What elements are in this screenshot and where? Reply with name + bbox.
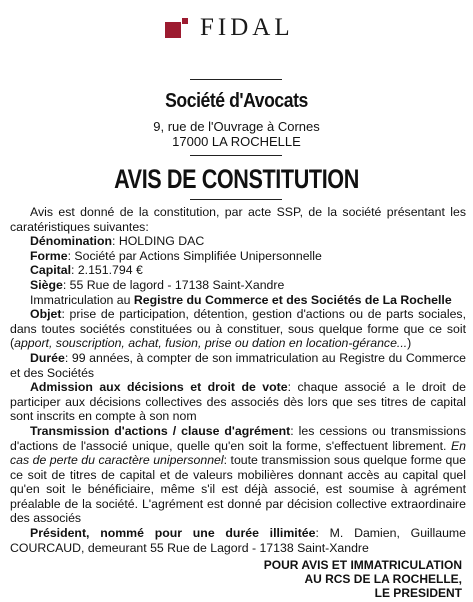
divider <box>190 79 282 80</box>
capital-line: Capital: 2.151.794 € <box>30 263 143 278</box>
notice-title: AVIS DE CONSTITUTION <box>114 164 359 194</box>
admission-paragraph: Admission aux décisions et droit de vote: chaque associé a le droit de participer aux décisions collectives des associés dès lors que ses titres de capital sont inscrits en compte à son nom <box>10 380 466 424</box>
forme-line: Forme: Société par Actions Simplifiée Unipersonnelle <box>30 248 322 263</box>
address-line-1: 9, rue de l'Ouvrage à Cornes <box>153 119 320 134</box>
denomination-line: Dénomination: HOLDING DAC <box>30 234 205 249</box>
intro-paragraph: Avis est donné de la constitution, par acte SSP, de la société présentant les caratéristiques suivantes: <box>10 205 466 234</box>
transmission-paragraph: Transmission d'actions / clause d'agrément: les cessions ou transmissions d'actions de l'associé unique, quelle qu'en soit la forme, s'effectuent librement. En cas de perte du caractère unipersonnel: toute transmission sous quelque forme que ce soit de titres de capital et de valeurs mobilières donnant accès au capital quel qu'en soit le bénéficiaire, même s'il est déjà associé, est soumise à agrément préalable de la société. L'agrément est donné par décision collective extraordinaire des associés <box>10 423 467 526</box>
closing-line-2: AU RCS DE LA ROCHELLE, <box>304 572 462 586</box>
siege-line: Siège: 55 Rue de lagord - 17138 Saint-Xandre <box>30 277 285 292</box>
firm-type: Société d'Avocats <box>165 90 308 112</box>
duree-paragraph: Durée: 99 années, à compter de son immatriculation au Registre du Commerce et des Sociétés <box>10 350 466 380</box>
closing-line-1: POUR AVIS ET IMMATRICULATION <box>263 558 462 572</box>
president-paragraph: Président, nommé pour une durée illimitée: M. Damien, Guillaume COURCAUD, demeurant 55 Rue de Lagord - 17138 Saint-Xandre <box>10 526 466 555</box>
divider <box>190 199 282 200</box>
fidal-logo <box>165 14 294 42</box>
objet-paragraph: Objet: prise de participation, détention, gestion d'actions ou de parts sociales, dans toutes sociétés constituées ou à constituer, sous quelque forme que ce soit (apport, souscription, achat, fusion, prise ou dation en location-gérance...) <box>10 307 466 351</box>
closing-line-3: LE PRESIDENT <box>374 586 462 600</box>
address-line-2: 17000 LA ROCHELLE <box>172 134 301 149</box>
closing-signature <box>264 558 462 600</box>
divider <box>190 155 282 156</box>
logo-text: FIDAL <box>200 14 294 41</box>
notice-body <box>10 205 466 555</box>
square-logo-icon <box>165 18 185 38</box>
immatriculation-line: Immatriculation au Registre du Commerce et des Sociétés de La Rochelle <box>30 292 452 307</box>
